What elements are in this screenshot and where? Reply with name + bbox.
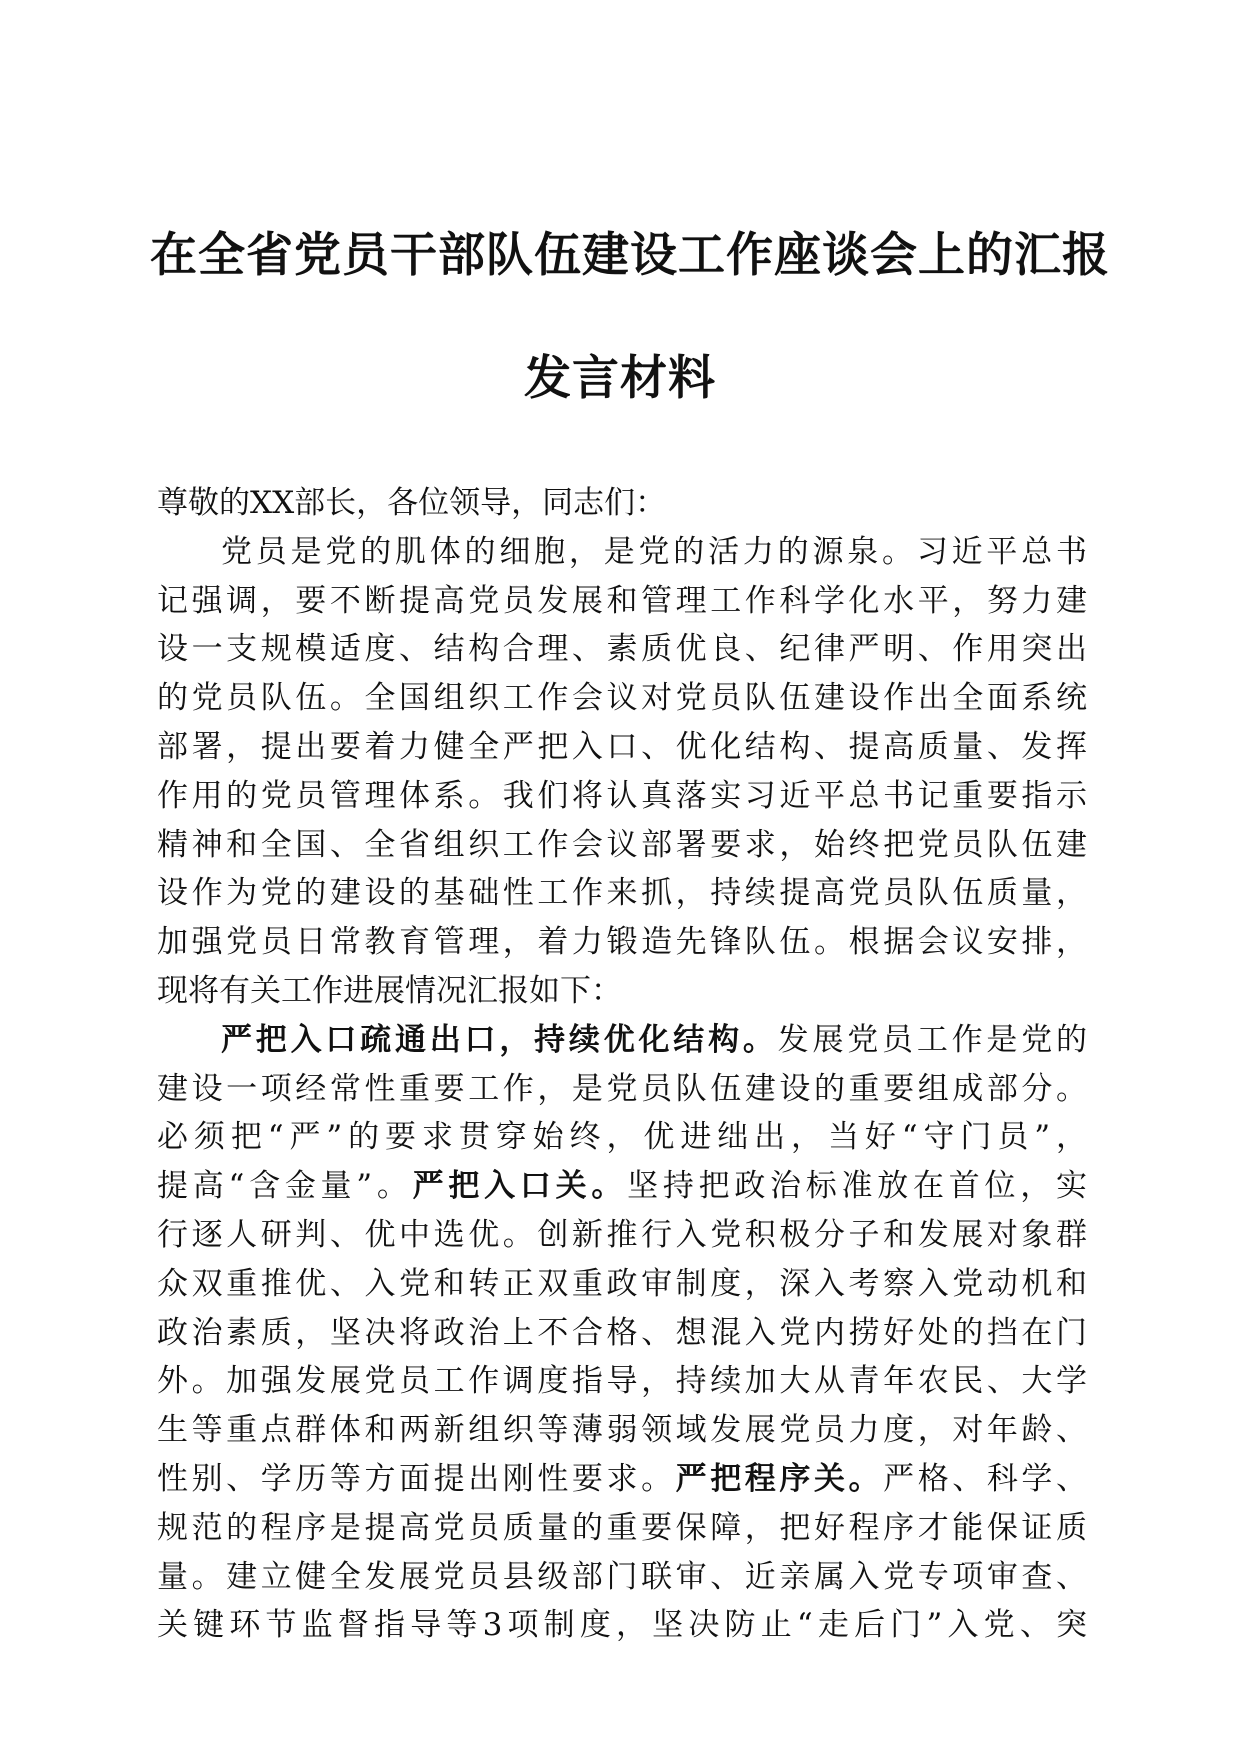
- body-line: [157, 1455, 1087, 1504]
- body-line: 政治素质，坚决将政治上不合格、想混入党内捞好处的挡在门: [157, 1314, 1087, 1351]
- body-line: 作用的党员管理体系。我们将认真落实习近平总书记重要指示: [157, 777, 1087, 814]
- body-line: 设作为党的建设的基础性工作来抓，持续提高党员队伍质量，: [157, 875, 1087, 912]
- document-title-line-1: 在全省党员干部队伍建设工作座谈会上的汇报: [150, 228, 1110, 283]
- body-text: 严格、科学、: [883, 1460, 1087, 1497]
- body-line: 规范的程序是提高党员质量的重要保障，把好程序才能保证质: [157, 1509, 1087, 1546]
- body-line: 部署，提出要着力健全严把入口、优化结构、提高质量、发挥: [157, 728, 1087, 765]
- subsection-2-heading: 严把程序关。: [675, 1460, 884, 1497]
- document-title-line-2: 发言材料: [524, 351, 716, 406]
- body-line: 建设一项经常性重要工作，是党员队伍建设的重要组成部分。: [157, 1070, 1087, 1107]
- body-line: 生等重点群体和两新组织等薄弱领域发展党员力度，对年龄、: [157, 1412, 1087, 1449]
- body-line: 的党员队伍。全国组织工作会议对党员队伍建设作出全面系统: [157, 680, 1087, 717]
- body-text: 提高“含金量”。: [157, 1168, 413, 1205]
- body-text: 坚持把政治标准放在首位，实: [627, 1168, 1087, 1205]
- body-line: 众双重推优、入党和转正双重政审制度，深入考察入党动机和: [157, 1265, 1087, 1302]
- body-line: [157, 1162, 1087, 1211]
- section-1-heading: 严把入口疏通出口，持续优化结构。: [221, 1021, 778, 1058]
- body-line: 记强调，要不断提高党员发展和管理工作科学化水平，努力建: [157, 582, 1087, 619]
- body-line: 党员是党的肌体的细胞，是党的活力的源泉。习近平总书: [221, 533, 1087, 570]
- body-line: 精神和全国、全省组织工作会议部署要求，始终把党员队伍建: [157, 826, 1087, 863]
- document-body: [157, 479, 1087, 1650]
- body-line: 现将有关工作进展情况汇报如下：: [157, 972, 622, 1009]
- body-line: 量。建立健全发展党员县级部门联审、近亲属入党专项审查、: [157, 1558, 1087, 1595]
- body-line: 行逐人研判、优中选优。创新推行入党积极分子和发展对象群: [157, 1216, 1087, 1253]
- subsection-1-heading: 严把入口关。: [412, 1168, 628, 1205]
- body-line: 外。加强发展党员工作调度指导，持续加大从青年农民、大学: [157, 1363, 1087, 1400]
- body-line: 必须把“严”的要求贯穿始终，优进绌出，当好“守门员”，: [157, 1119, 1087, 1156]
- salutation: 尊敬的XX部长，各位领导，同志们：: [157, 485, 667, 521]
- body-line: 设一支规模适度、结构合理、素质优良、纪律严明、作用突出: [157, 631, 1087, 668]
- section-1-text: 发展党员工作是党的: [777, 1021, 1087, 1058]
- section-1-line: [157, 1016, 1087, 1065]
- body-text: 性别、学历等方面提出刚性要求。: [157, 1460, 676, 1497]
- body-line: 关键环节监督指导等3项制度，坚决防止“走后门”入党、突: [157, 1607, 1087, 1644]
- body-line: 加强党员日常教育管理，着力锻造先锋队伍。根据会议安排，: [157, 924, 1087, 961]
